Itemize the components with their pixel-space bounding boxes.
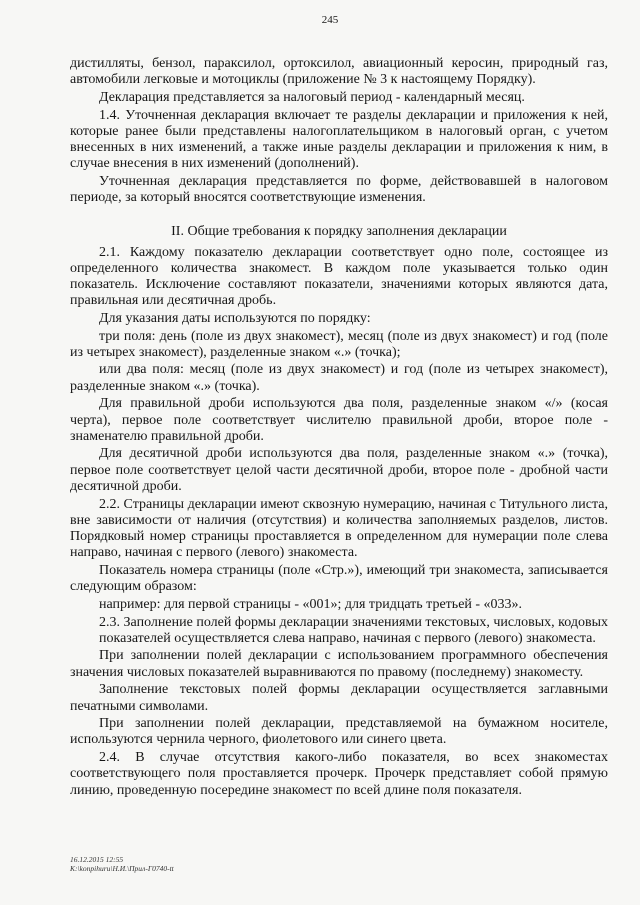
paragraph: 2.4. В случае отсутствия какого-либо показателя, во всех знакоместах соответствующего поля проставляется прочерк. Прочерк представляет собой прямую линию, проведенную посередине знакомест по всей длине поля показателя. — [70, 750, 608, 798]
paragraph: 2.1. Каждому показателю декларации соответствует одно поле, состоящее из определенного количества знакомест. В каждом поле указывается только один показатель. Исключение составляют показатели, значениями которых являются дата, правильная или десятичная дробь. — [70, 244, 608, 309]
paragraph: Показатель номера страницы (поле «Стр.»), имеющий три знакоместа, записывается следующим образом: — [70, 562, 608, 595]
paragraph: 1.4. Уточненная декларация включает те разделы декларации и приложения к ней, которые ранее были представлены налогоплательщиком в налоговый орган, с учетом внесенных в них изменений, а также иные разделы декларации и приложения к ним, в случае внесения в них изменений (дополнений). — [70, 107, 608, 172]
footer-path: К:\konpihuru\Н.И.\Прил-Г0740-tt — [70, 864, 174, 873]
paragraph: три поля: день (поле из двух знакомест), месяц (поле из двух знакомест) и год (поле из четырех знакомест), разделенные знаком «.» (точка); — [70, 328, 608, 360]
paragraph: 2.3. Заполнение полей формы декларации значениями текстовых, числовых, кодовых показателей осуществляется слева направо, начиная с первого (левого) знакоместа. — [99, 614, 608, 646]
paragraph: При заполнении полей декларации, представляемой на бумажном носителе, используются чернила черного, фиолетового или синего цвета. — [70, 716, 608, 748]
paragraph: дистилляты, бензол, параксилол, ортоксилол, авиационный керосин, природный газ, автомобили легковые и мотоциклы (приложение № 3 к настоящему Порядку). — [70, 56, 608, 88]
paragraph: Уточненная декларация представляется по форме, действовавшей в налоговом периоде, за который вносятся соответствующие изменения. — [70, 173, 608, 206]
paragraph: 2.2. Страницы декларации имеют сквозную нумерацию, начиная с Титульного листа, вне зависимости от наличия (отсутствия) и количества заполняемых разделов, листов. Порядковый номер страницы проставляется в определенном для нумерации поле слева направо, начиная с первого (левого) знакоместа. — [70, 496, 608, 561]
footer — [70, 855, 174, 873]
paragraph: Декларация представляется за налоговый период - календарный месяц. — [99, 89, 525, 105]
footer-date: 16.12.2015 12:55 — [70, 855, 124, 864]
paragraph: Для правильной дроби используются два поля, разделенные знаком «/» (косая черта), первое поле соответствует числителю правильной дроби, второе поле - знаменателю правильной дроби. — [70, 396, 608, 444]
paragraph: При заполнении полей декларации с использованием программного обеспечения значения числовых показателей выравниваются по правому (последнему) знакоместу. — [70, 648, 608, 680]
section-heading: II. Общие требования к порядку заполнения декларации — [171, 224, 507, 240]
paragraph: например: для первой страницы - «001»; для тридцать третьей - «033». — [99, 596, 523, 612]
paragraph: Для десятичной дроби используются два поля, разделенные знаком «.» (точка), первое поле соответствует целой части десятичной дроби, второе поле - дробной части десятичной дроби. — [70, 446, 608, 494]
paragraph: или два поля: месяц (поле из двух знакомест) и год (поле из четырех знакомест), разделенные знаком «.» (точка). — [70, 362, 608, 394]
document-body — [70, 56, 608, 800]
paragraph: Заполнение текстовых полей формы декларации осуществляется заглавными печатными символами. — [70, 682, 608, 714]
paragraph: Для указания даты используются по порядку: — [99, 310, 371, 326]
page-number: 245 — [321, 14, 339, 26]
